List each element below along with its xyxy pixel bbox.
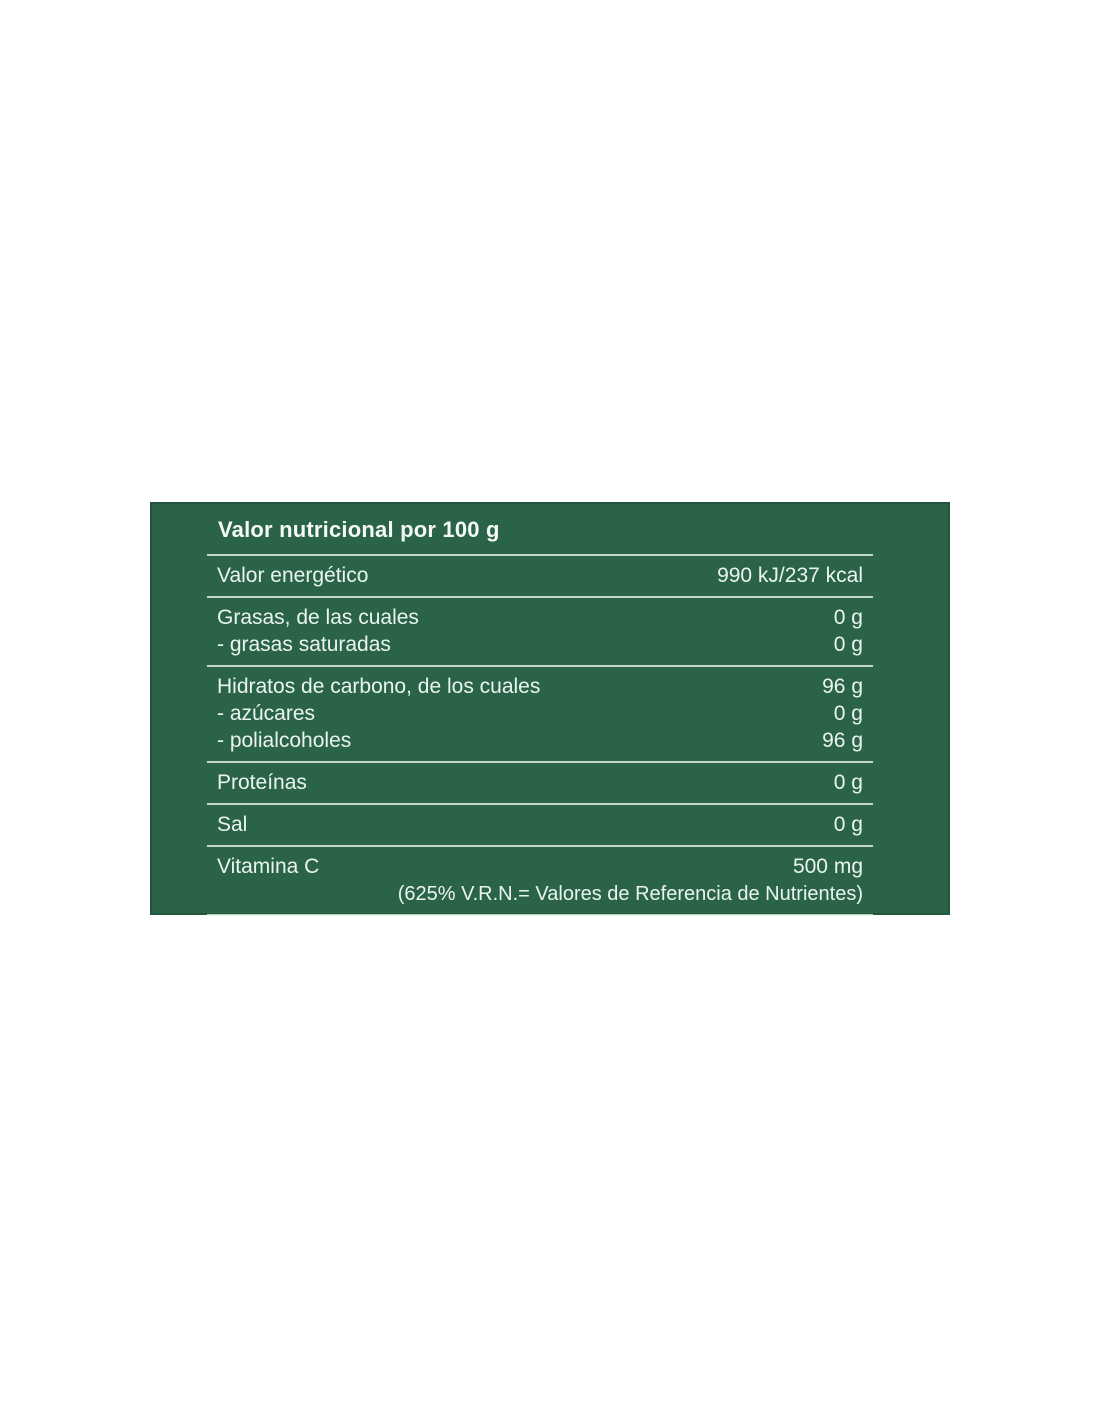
row-value: 0 g [833,702,863,725]
nutrition-row [207,811,873,838]
nutrition-group-energy [207,556,873,596]
nutrition-group-salt [207,805,873,845]
nutrition-row [207,631,873,658]
row-value: 96 g [822,675,863,698]
row-value: 96 g [822,729,863,752]
nutrition-group-vitamin-c [207,847,873,914]
divider [207,914,873,916]
row-value: 500 mg [792,855,863,878]
nutrition-row [207,673,873,700]
nutrition-row [207,769,873,796]
row-value: 0 g [833,813,863,836]
row-label: Sal [217,813,248,836]
row-label: Hidratos de carbono, de los cuales [217,675,541,698]
row-value: 990 kJ/237 kcal [717,564,863,587]
row-label: - grasas saturadas [217,633,391,656]
nutrition-group-fats [207,598,873,665]
nutrition-table [207,502,873,916]
nutrition-row [207,727,873,754]
nutrition-group-protein [207,763,873,803]
nutrition-row [207,853,873,880]
row-label: Valor energético [217,564,369,587]
row-label: Proteínas [217,771,307,794]
nutrition-row [207,604,873,631]
row-label: - azúcares [217,702,316,725]
nutrition-row [207,700,873,727]
row-value: 0 g [833,771,863,794]
nutrition-row [207,562,873,589]
vrn-note: (625% V.R.N.= Valores de Referencia de Nutrientes) [397,883,863,905]
table-title: Valor nutricional por 100 g [218,517,500,542]
row-label: Grasas, de las cuales [217,606,419,629]
row-label: - polialcoholes [217,729,352,752]
row-value: 0 g [833,633,863,656]
nutrition-group-carbs [207,667,873,761]
row-value: 0 g [833,606,863,629]
row-label: Vitamina C [217,855,320,878]
nutrition-panel [150,502,950,915]
